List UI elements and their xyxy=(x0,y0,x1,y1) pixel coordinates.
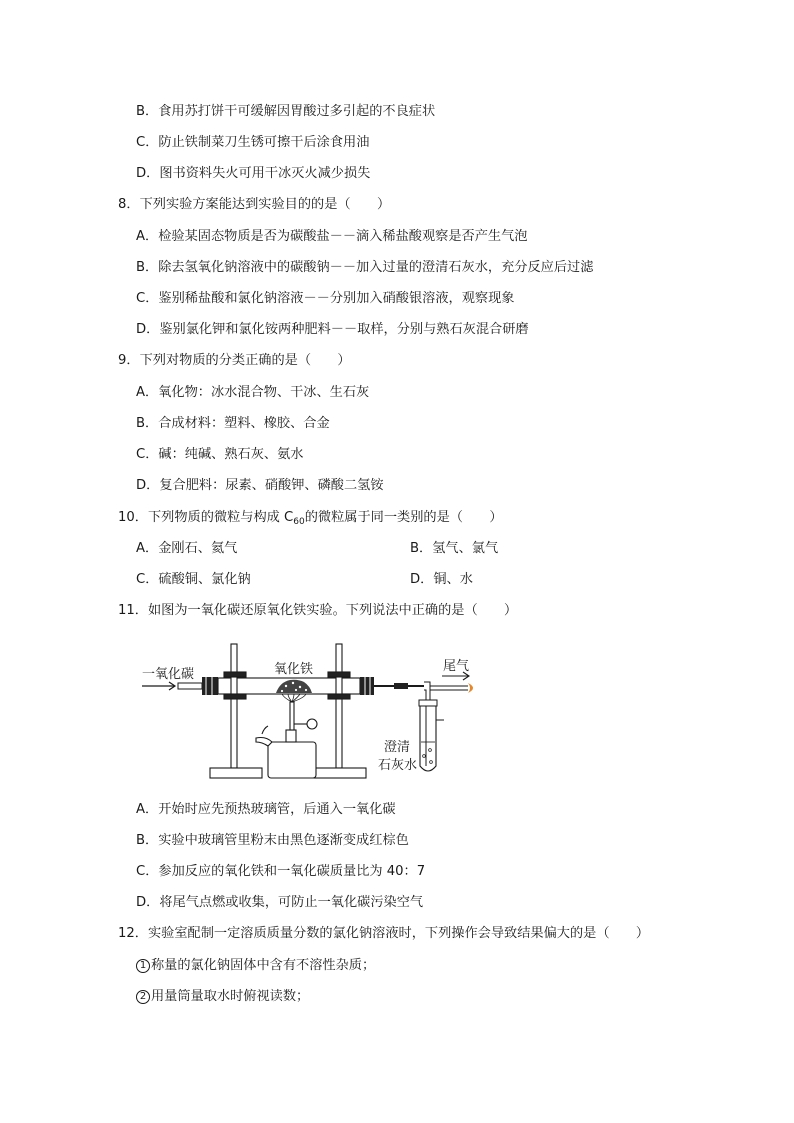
q8-option-c: C．鉴别稀盐酸和氯化钠溶液－－分别加入硝酸银溶液，观察现象 xyxy=(136,291,515,306)
q11-stem: 11．如图为一氧化碳还原氧化铁实验。下列说法中正确的是（ ） xyxy=(118,603,518,618)
q7-option-d: D．图书资料失火可用干冰灭火减少损失 xyxy=(136,166,371,181)
q11-option-c: C．参加反应的氧化铁和一氧化碳质量比为 40：7 xyxy=(136,864,426,879)
q12-item-1 xyxy=(136,957,375,975)
co-reduction-apparatus xyxy=(138,642,478,784)
inlet-arrow xyxy=(142,682,175,690)
right-stopper xyxy=(360,677,374,695)
q10-stem-subscript: 60 xyxy=(293,517,305,527)
label-iron-oxide: 氧化铁 xyxy=(274,662,314,677)
q12-item-1-mark: 1 xyxy=(136,959,150,973)
q10-option-d: D．铜、水 xyxy=(410,572,473,587)
q8-option-d: D．鉴别氯化钾和氯化铵两种肥料－－取样，分别与熟石灰混合研磨 xyxy=(136,322,529,337)
q11-option-a: A．开始时应先预热玻璃管，后通入一氧化碳 xyxy=(136,802,396,817)
q12-item-2-mark: 2 xyxy=(136,990,150,1004)
q12-item-2 xyxy=(136,988,309,1006)
q8-option-b: B．除去氢氧化钠溶液中的碳酸钠－－加入过量的澄清石灰水，充分反应后过滤 xyxy=(136,260,594,275)
label-limewater-1: 澄清 xyxy=(384,740,411,755)
q11-option-b: B．实验中玻璃管里粉末由黑色逐渐变成红棕色 xyxy=(136,833,409,848)
left-stopper xyxy=(202,677,218,695)
q12-stem: 12．实验室配制一定溶质质量分数的氯化钠溶液时，下列操作会导致结果偏大的是（ ） xyxy=(118,926,650,941)
q9-stem: 9．下列对物质的分类正确的是（ ） xyxy=(118,353,351,368)
q12-item-2-text: 用量筒量取水时俯视读数； xyxy=(151,989,310,1004)
q9-option-c: C．碱：纯碱、熟石灰、氨水 xyxy=(136,447,304,462)
label-limewater-2: 石灰水 xyxy=(378,758,418,773)
label-carbon-monoxide: 一氧化碳 xyxy=(142,667,195,682)
blast-lamp xyxy=(256,702,317,778)
q8-stem: 8．下列实验方案能达到实验目的的是（ ） xyxy=(118,197,391,212)
right-iron-stand xyxy=(314,644,366,778)
q7-option-c: C．防止铁制菜刀生锈可擦干后涂食用油 xyxy=(136,135,370,150)
q9-option-b: B．合成材料：塑料、橡胶、合金 xyxy=(136,416,330,431)
q10-stem xyxy=(118,509,503,528)
rubber-connector xyxy=(394,683,408,689)
inlet-tube xyxy=(178,683,202,689)
q12-item-1-text: 称量的氯化钠固体中含有不溶性杂质； xyxy=(151,958,376,973)
q10-stem-before: 10．下列物质的微粒与构成 C xyxy=(118,510,294,525)
q10-stem-after: 的微粒属于同一类别的是（ ） xyxy=(304,510,503,525)
left-iron-stand xyxy=(210,644,262,778)
q10-option-c: C．硫酸铜、氯化钠 xyxy=(136,572,251,587)
q11-option-d: D．将尾气点燃或收集，可防止一氧化碳污染空气 xyxy=(136,895,424,910)
test-tube-stopper xyxy=(419,700,437,706)
lamp-flame xyxy=(282,694,306,702)
q8-option-a: A．检验某固态物质是否为碳酸盐－－滴入稀盐酸观察是否产生气泡 xyxy=(136,229,528,244)
q9-option-a: A．氧化物：冰水混合物、干冰、生石灰 xyxy=(136,385,370,400)
test-tube xyxy=(420,704,436,771)
tail-flame xyxy=(468,683,473,693)
q10-option-a: A．金刚石、氦气 xyxy=(136,541,238,556)
q7-option-b: B．食用苏打饼干可缓解因胃酸过多引起的不良症状 xyxy=(136,104,436,119)
q10-option-b: B．氢气、氯气 xyxy=(410,541,499,556)
label-tail-gas: 尾气 xyxy=(443,659,470,674)
q9-option-d: D．复合肥料：尿素、硝酸钾、磷酸二氢铵 xyxy=(136,478,384,493)
